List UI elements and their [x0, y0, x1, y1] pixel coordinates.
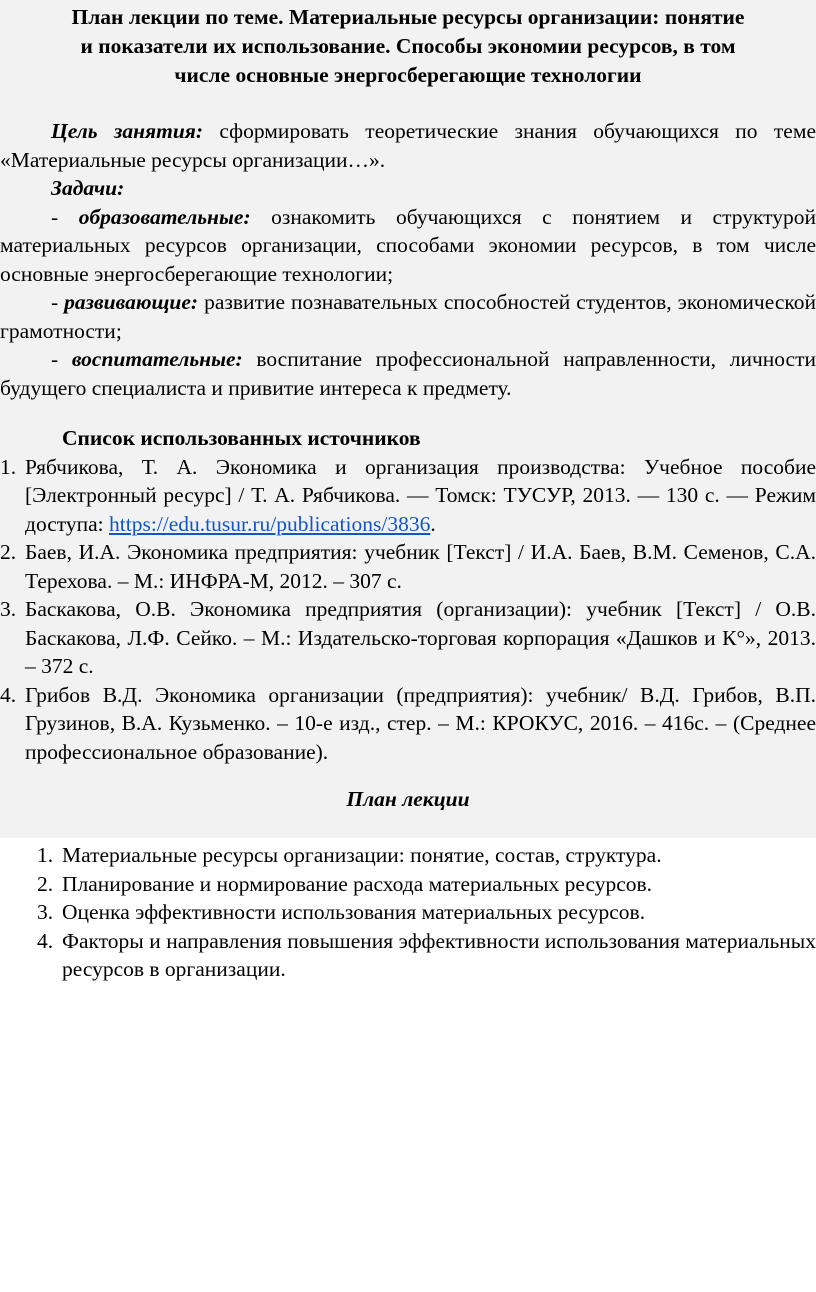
- plan-item: [0, 898, 816, 927]
- task-text: воспитание профессиональной направленности, личности будущего специалиста и привитие интереса к предмету.: [0, 347, 816, 400]
- source-number: 3.: [0, 597, 17, 621]
- source-number: 1.: [0, 454, 17, 479]
- source-item: [0, 595, 816, 681]
- task-label: воспитательные:: [71, 347, 243, 371]
- plan-number: 2.: [37, 871, 54, 896]
- sources-heading: Список использованных источников: [62, 426, 421, 450]
- title-line-3: числе основные энергосберегающие технологии: [174, 63, 642, 87]
- task-text: развитие познавательных способностей студентов, экономической грамотности;: [0, 290, 816, 343]
- title-line-1: План лекции по теме. Материальные ресурсы организации: понятие: [71, 5, 745, 29]
- plan-list: [0, 841, 816, 984]
- plan-number: 1.: [37, 843, 54, 867]
- title-line-2: и показатели их использование. Способы экономии ресурсов, в том: [80, 34, 736, 58]
- plan-text: Оценка эффективности использования материальных ресурсов.: [62, 900, 646, 924]
- sources-section: [0, 424, 816, 766]
- source-number: 2.: [0, 540, 17, 564]
- plan-item: [0, 870, 816, 899]
- source-item: [0, 538, 816, 595]
- plan-number: 4.: [37, 928, 54, 953]
- plan-text: Факторы и направления повышения эффективности использования материальных ресурсов в организации.: [62, 928, 816, 981]
- lesson-goals: [0, 117, 816, 402]
- source-item: [0, 453, 816, 539]
- plan-section: [0, 841, 816, 984]
- plan-text: Материальные ресурсы организации: понятие, состав, структура.: [62, 843, 662, 867]
- source-text: Баскакова, О.В. Экономика предприятия (организации): учебник [Текст] / О.В. Баскакова, Л.Ф. Сейко. – М.: Издательско-торговая корпорация «Дашков и К°», 2013. – 372 с.: [25, 597, 816, 678]
- plan-text: Планирование и нормирование расхода материальных ресурсов.: [62, 871, 653, 896]
- plan-item: [0, 927, 816, 984]
- goal-label: Цель занятия:: [51, 119, 204, 143]
- source-number: 4.: [0, 682, 17, 707]
- goal-text: сформировать теоретические знания обучающихся по теме «Материальные ресурсы организации…».: [0, 119, 816, 172]
- task-item: [0, 345, 816, 402]
- plan-item: [0, 841, 816, 870]
- task-text: ознакомить обучающихся с понятием и структурой материальных ресурсов организации, способами экономии ресурсов, в том числе основные энергосберегающие технологии;: [0, 204, 816, 286]
- source-item: [0, 681, 816, 767]
- source-text-end: .: [430, 511, 436, 536]
- source-text: Грибов В.Д. Экономика организации (предприятия): учебник/ В.Д. Грибов, В.П. Грузинов, В.А. Кузьменко. – 10-е изд., стер. – М.: КРОКУС, 2016. – 416с. – (Среднее профессиональное образование).: [25, 682, 816, 764]
- goal-paragraph: [0, 117, 816, 174]
- plan-heading: План лекции: [346, 787, 470, 811]
- task-prefix: -: [51, 290, 65, 314]
- task-label: развивающие:: [64, 290, 199, 314]
- task-item: [0, 203, 816, 289]
- task-item: [0, 288, 816, 345]
- task-prefix: -: [51, 347, 72, 371]
- tasks-heading: [0, 174, 816, 203]
- task-label: образовательные:: [78, 204, 251, 229]
- source-text: Баев, И.А. Экономика предприятия: учебник [Текст] / И.А. Баев, В.М. Семенов, С.А. Терехова. – М.: ИНФРА-М, 2012. – 307 с.: [25, 540, 816, 593]
- source-text: Рябчикова, Т. А. Экономика и организация производства: Учебное пособие [Электронный ресурс] / Т. А. Рябчикова. — Томск: ТУСУР, 2013. — 130 с. — Режим доступа:: [25, 454, 816, 536]
- page-title: [0, 3, 816, 90]
- task-prefix: -: [51, 204, 79, 229]
- plan-heading-block: [0, 785, 816, 814]
- source-link[interactable]: https://edu.tusur.ru/publications/3836: [109, 511, 431, 536]
- plan-number: 3.: [37, 900, 54, 924]
- sources-list: [0, 453, 816, 767]
- tasks-label: Задачи:: [51, 176, 125, 200]
